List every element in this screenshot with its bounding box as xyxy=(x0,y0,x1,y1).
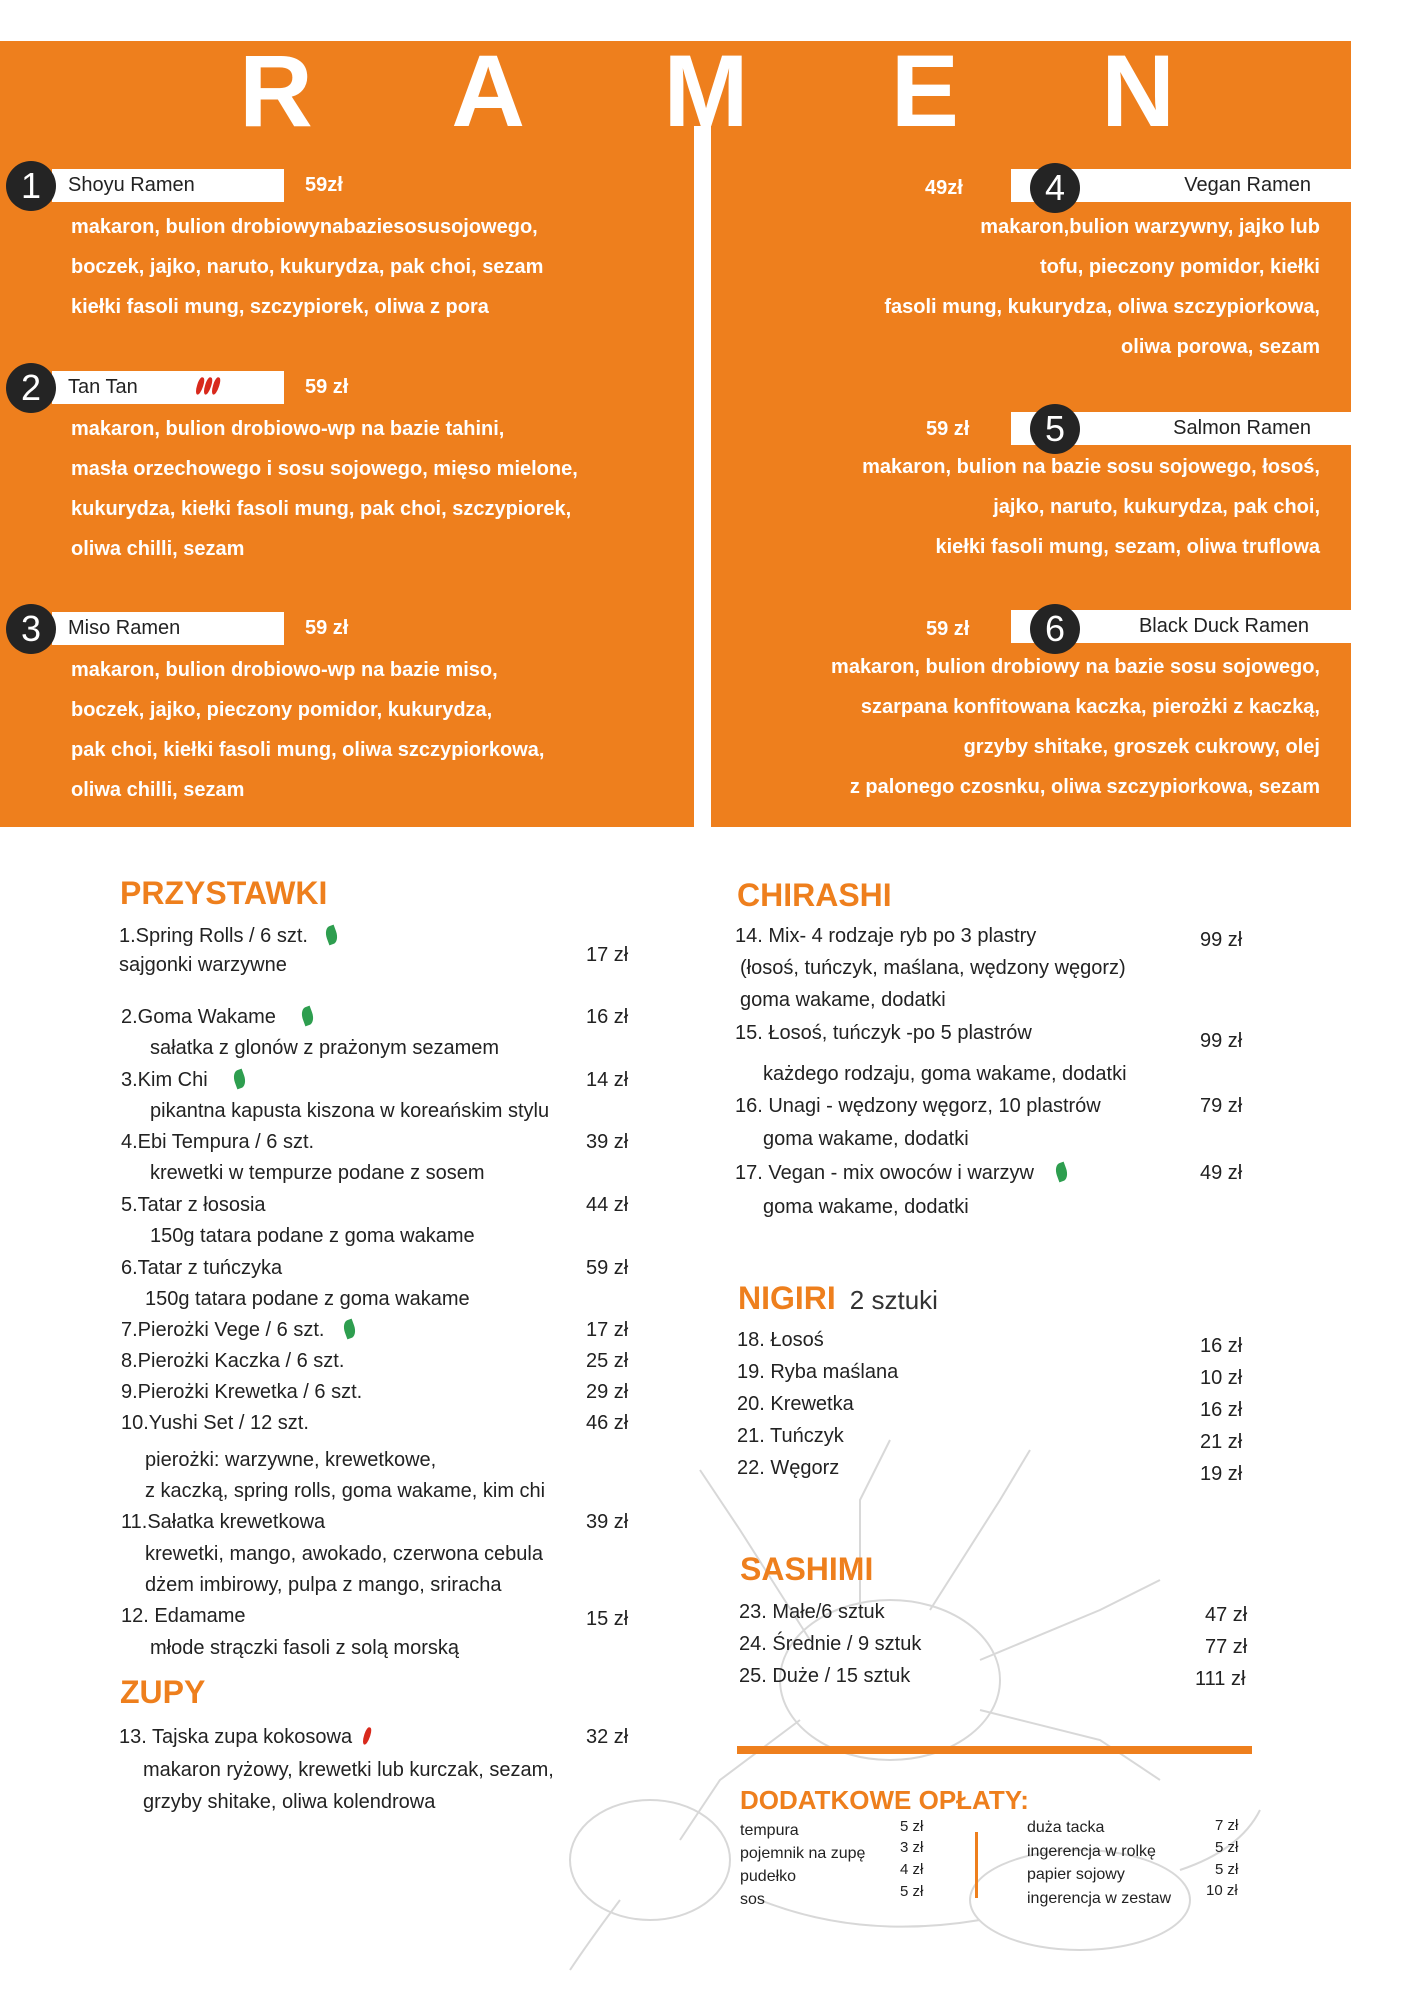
menu-item: 22. Węgorz xyxy=(737,1457,840,1479)
ramen-price: 49zł xyxy=(925,177,963,199)
menu-item: 7.Pierożki Vege / 6 szt. xyxy=(121,1318,355,1342)
section-title-nigiri: NIGIRI 2 sztuki xyxy=(738,1280,938,1316)
divider-bar xyxy=(737,1746,1252,1754)
extra-fee-price: 5 zł xyxy=(900,1883,924,1900)
page-title: R A M E N xyxy=(239,34,1232,148)
ramen-price: 59 zł xyxy=(926,418,970,440)
menu-item-desc: krewetki, mango, awokado, czerwona cebula xyxy=(145,1543,543,1565)
menu-item: 1.Spring Rolls / 6 szt. xyxy=(119,924,337,948)
section-title-chirashi: CHIRASHI xyxy=(737,877,892,913)
ramen-name-box xyxy=(52,371,284,404)
vegan-leaf-icon xyxy=(342,1319,358,1340)
number-badge: 2 xyxy=(6,363,56,413)
menu-item-desc: krewetki w tempurze podane z sosem xyxy=(150,1162,485,1184)
menu-item-desc: 150g tatara podane z goma wakame xyxy=(145,1288,470,1310)
extra-fee-price: 3 zł xyxy=(900,1839,924,1856)
menu-item-desc: młode strączki fasoli z solą morską xyxy=(150,1637,459,1659)
extra-fee-price: 5 zł xyxy=(1215,1839,1239,1856)
item-price: 39 zł xyxy=(586,1511,629,1533)
menu-item: 8.Pierożki Kaczka / 6 szt. xyxy=(121,1350,345,1372)
menu-item: 5.Tatar z łososia xyxy=(121,1194,266,1216)
description-line: makaron, bulion drobiowo-wp na bazie miso, xyxy=(71,659,498,681)
menu-item-desc: z kaczką, spring rolls, goma wakame, kim chi xyxy=(145,1480,546,1502)
menu-item: 13. Tajska zupa kokosowa xyxy=(119,1725,370,1749)
menu-item: 25. Duże / 15 sztuk xyxy=(739,1665,911,1687)
menu-item-desc: sałatka z glonów z prażonym sezamem xyxy=(150,1037,500,1059)
item-price: 17 zł xyxy=(586,1319,629,1341)
menu-item: 4.Ebi Tempura / 6 szt. xyxy=(121,1131,315,1153)
description-line: kiełki fasoli mung, szczypiorek, oliwa z pora xyxy=(71,296,489,318)
menu-item-desc: goma wakame, dodatki xyxy=(763,1196,969,1218)
item-price: 15 zł xyxy=(586,1608,629,1630)
extra-fee-item: ingerencja w rolkę xyxy=(1027,1843,1156,1860)
ramen-name-box: Miso Ramen xyxy=(52,612,284,645)
extra-fee-price: 4 zł xyxy=(900,1861,924,1878)
menu-item-desc: makaron ryżowy, krewetki lub kurczak, sezam, xyxy=(143,1759,554,1781)
item-price: 32 zł xyxy=(586,1726,629,1748)
menu-item: 23. Małe/6 sztuk xyxy=(739,1601,885,1623)
description-line: pak choi, kiełki fasoli mung, oliwa szczypiorkowa, xyxy=(71,739,545,761)
item-price: 44 zł xyxy=(586,1194,629,1216)
item-price: 16 zł xyxy=(1200,1399,1243,1421)
extra-fee-item: pojemnik na zupę xyxy=(740,1845,866,1862)
item-price: 79 zł xyxy=(1200,1095,1243,1117)
ramen-name-box: Black Duck Ramen xyxy=(1011,610,1351,643)
menu-item: 17. Vegan - mix owoców i warzyw xyxy=(735,1161,1067,1185)
item-price: 16 zł xyxy=(1200,1335,1243,1357)
ramen-description xyxy=(862,447,1320,567)
menu-item: 15. Łosoś, tuńczyk -po 5 plastrów xyxy=(735,1022,1032,1044)
item-price: 77 zł xyxy=(1205,1636,1248,1658)
item-price: 46 zł xyxy=(586,1412,629,1434)
description-line: kiełki fasoli mung, sezam, oliwa truflowa xyxy=(935,536,1320,558)
extra-fee-item: pudełko xyxy=(740,1868,797,1885)
description-line: makaron,bulion warzywny, jajko lub xyxy=(980,216,1320,238)
panel-divider xyxy=(694,126,711,827)
item-price: 39 zł xyxy=(586,1131,629,1153)
item-price: 111 zł xyxy=(1195,1668,1246,1690)
chili-icon xyxy=(361,1727,372,1746)
ramen-name-box: Salmon Ramen xyxy=(1011,412,1351,445)
description-line: makaron, bulion drobiowy na bazie sosu sojowego, xyxy=(831,656,1320,678)
description-line: boczek, jajko, pieczony pomidor, kukurydza, xyxy=(71,699,493,721)
menu-item: 19. Ryba maślana xyxy=(737,1361,899,1383)
menu-item-desc: sajgonki warzywne xyxy=(119,954,287,976)
extra-fee-price: 7 zł xyxy=(1215,1817,1239,1834)
menu-item-desc: pikantna kapusta kiszona w koreańskim stylu xyxy=(150,1100,550,1122)
description-line: tofu, pieczony pomidor, kiełki xyxy=(1039,256,1320,278)
description-line: szarpana konfitowana kaczka, pierożki z kaczką, xyxy=(860,696,1320,718)
ramen-price: 59 zł xyxy=(305,617,349,639)
description-line: z palonego czosnku, oliwa szczypiorkowa, sezam xyxy=(849,776,1320,798)
description-line: oliwa porowa, sezam xyxy=(1121,336,1320,358)
description-line: jajko, naruto, kukurydza, pak choi, xyxy=(993,496,1320,518)
menu-item: 12. Edamame xyxy=(121,1605,246,1627)
section-title-sashimi: SASHIMI xyxy=(740,1551,874,1587)
menu-item-desc: goma wakame, dodatki xyxy=(740,989,946,1011)
description-line: makaron, bulion drobiowynabaziesosusojowego, xyxy=(71,216,538,238)
menu-item-desc: pierożki: warzywne, krewetkowe, xyxy=(145,1449,437,1471)
number-badge: 4 xyxy=(1030,163,1080,213)
description-line: masła orzechowego i sosu sojowego, mięso mielone, xyxy=(71,458,578,480)
item-price: 14 zł xyxy=(586,1069,629,1091)
menu-item: 10.Yushi Set / 12 szt. xyxy=(121,1412,309,1434)
item-price: 99 zł xyxy=(1200,929,1243,951)
description-line: boczek, jajko, naruto, kukurydza, pak choi, sezam xyxy=(71,256,544,278)
chili-icon xyxy=(195,376,219,398)
ramen-name-box: Vegan Ramen xyxy=(1011,169,1351,202)
vegan-leaf-icon xyxy=(1053,1162,1069,1183)
ramen-description xyxy=(71,650,544,810)
number-badge: 6 xyxy=(1030,604,1080,654)
description-line: oliwa chilli, sezam xyxy=(71,538,245,560)
ramen-price: 59 zł xyxy=(926,618,970,640)
item-price: 25 zł xyxy=(586,1350,629,1372)
menu-item: 21. Tuńczyk xyxy=(737,1425,844,1447)
menu-item: 16. Unagi - wędzony węgorz, 10 plastrów xyxy=(735,1095,1101,1117)
menu-item: 2.Goma Wakame xyxy=(121,1005,313,1029)
menu-item: 14. Mix- 4 rodzaje ryb po 3 plastry xyxy=(735,925,1037,947)
item-price: 21 zł xyxy=(1200,1431,1243,1453)
vegan-leaf-icon xyxy=(231,1069,247,1090)
section-title-dodatkowe: DODATKOWE OPŁATY: xyxy=(740,1785,1029,1815)
description-line: makaron, bulion drobiowo-wp na bazie tahini, xyxy=(71,418,505,440)
menu-item: 9.Pierożki Krewetka / 6 szt. xyxy=(121,1381,363,1403)
menu-item-desc: (łosoś, tuńczyk, maślana, wędzony węgorz) xyxy=(740,957,1126,979)
menu-item: 18. Łosoś xyxy=(737,1329,824,1351)
item-price: 16 zł xyxy=(586,1006,629,1028)
item-price: 10 zł xyxy=(1200,1367,1243,1389)
ramen-name: Tan Tan xyxy=(68,376,138,398)
section-title-zupy: ZUPY xyxy=(120,1674,206,1710)
item-price: 59 zł xyxy=(586,1257,629,1279)
description-line: grzyby shitake, groszek cukrowy, olej xyxy=(963,736,1320,758)
menu-item: 20. Krewetka xyxy=(737,1393,854,1415)
ramen-description xyxy=(884,207,1320,367)
ramen-description xyxy=(71,207,543,327)
extra-fee-price: 5 zł xyxy=(1215,1861,1239,1878)
menu-item: 6.Tatar z tuńczyka xyxy=(121,1257,283,1279)
description-line: kukurydza, kiełki fasoli mung, pak choi, szczypiorek, xyxy=(71,498,572,520)
item-price: 29 zł xyxy=(586,1381,629,1403)
number-badge: 1 xyxy=(6,161,56,211)
extra-fee-item: ingerencja w zestaw xyxy=(1027,1890,1172,1907)
ramen-name-box: Shoyu Ramen xyxy=(52,169,284,202)
ramen-description xyxy=(71,409,578,569)
item-price: 47 zł xyxy=(1205,1604,1248,1626)
section-subtitle: 2 sztuki xyxy=(849,1285,938,1315)
menu-item: 11.Sałatka krewetkowa xyxy=(121,1511,326,1533)
ramen-price: 59zł xyxy=(305,174,343,196)
item-price: 17 zł xyxy=(586,944,629,966)
number-badge: 3 xyxy=(6,604,56,654)
extra-fee-price: 5 zł xyxy=(900,1818,924,1835)
menu-item-desc: każdego rodzaju, goma wakame, dodatki xyxy=(763,1063,1127,1085)
vegan-leaf-icon xyxy=(299,1006,315,1027)
ramen-price: 59 zł xyxy=(305,376,349,398)
description-line: fasoli mung, kukurydza, oliwa szczypiorkowa, xyxy=(884,296,1320,318)
menu-item-desc: goma wakame, dodatki xyxy=(763,1128,969,1150)
item-price: 49 zł xyxy=(1200,1162,1243,1184)
extra-fee-price: 10 zł xyxy=(1206,1882,1238,1899)
extra-fee-item: papier sojowy xyxy=(1027,1866,1125,1883)
description-line: oliwa chilli, sezam xyxy=(71,779,245,801)
column-separator xyxy=(975,1832,978,1898)
section-title-przystawki: PRZYSTAWKI xyxy=(120,875,328,911)
menu-item-desc: grzyby shitake, oliwa kolendrowa xyxy=(143,1791,436,1813)
vegan-leaf-icon xyxy=(323,925,339,946)
description-line: makaron, bulion na bazie sosu sojowego, łosoś, xyxy=(862,456,1320,478)
menu-item-desc: 150g tatara podane z goma wakame xyxy=(150,1225,475,1247)
item-price: 99 zł xyxy=(1200,1030,1243,1052)
menu-item: 24. Średnie / 9 sztuk xyxy=(739,1633,922,1655)
extra-fee-item: sos xyxy=(740,1891,765,1908)
ramen-description xyxy=(831,647,1320,807)
extra-fee-item: tempura xyxy=(740,1822,799,1839)
number-badge: 5 xyxy=(1030,404,1080,454)
item-price: 19 zł xyxy=(1200,1463,1243,1485)
extra-fee-item: duża tacka xyxy=(1027,1819,1105,1836)
menu-item: 3.Kim Chi xyxy=(121,1068,245,1092)
menu-item-desc: dżem imbirowy, pulpa z mango, sriracha xyxy=(145,1574,502,1596)
